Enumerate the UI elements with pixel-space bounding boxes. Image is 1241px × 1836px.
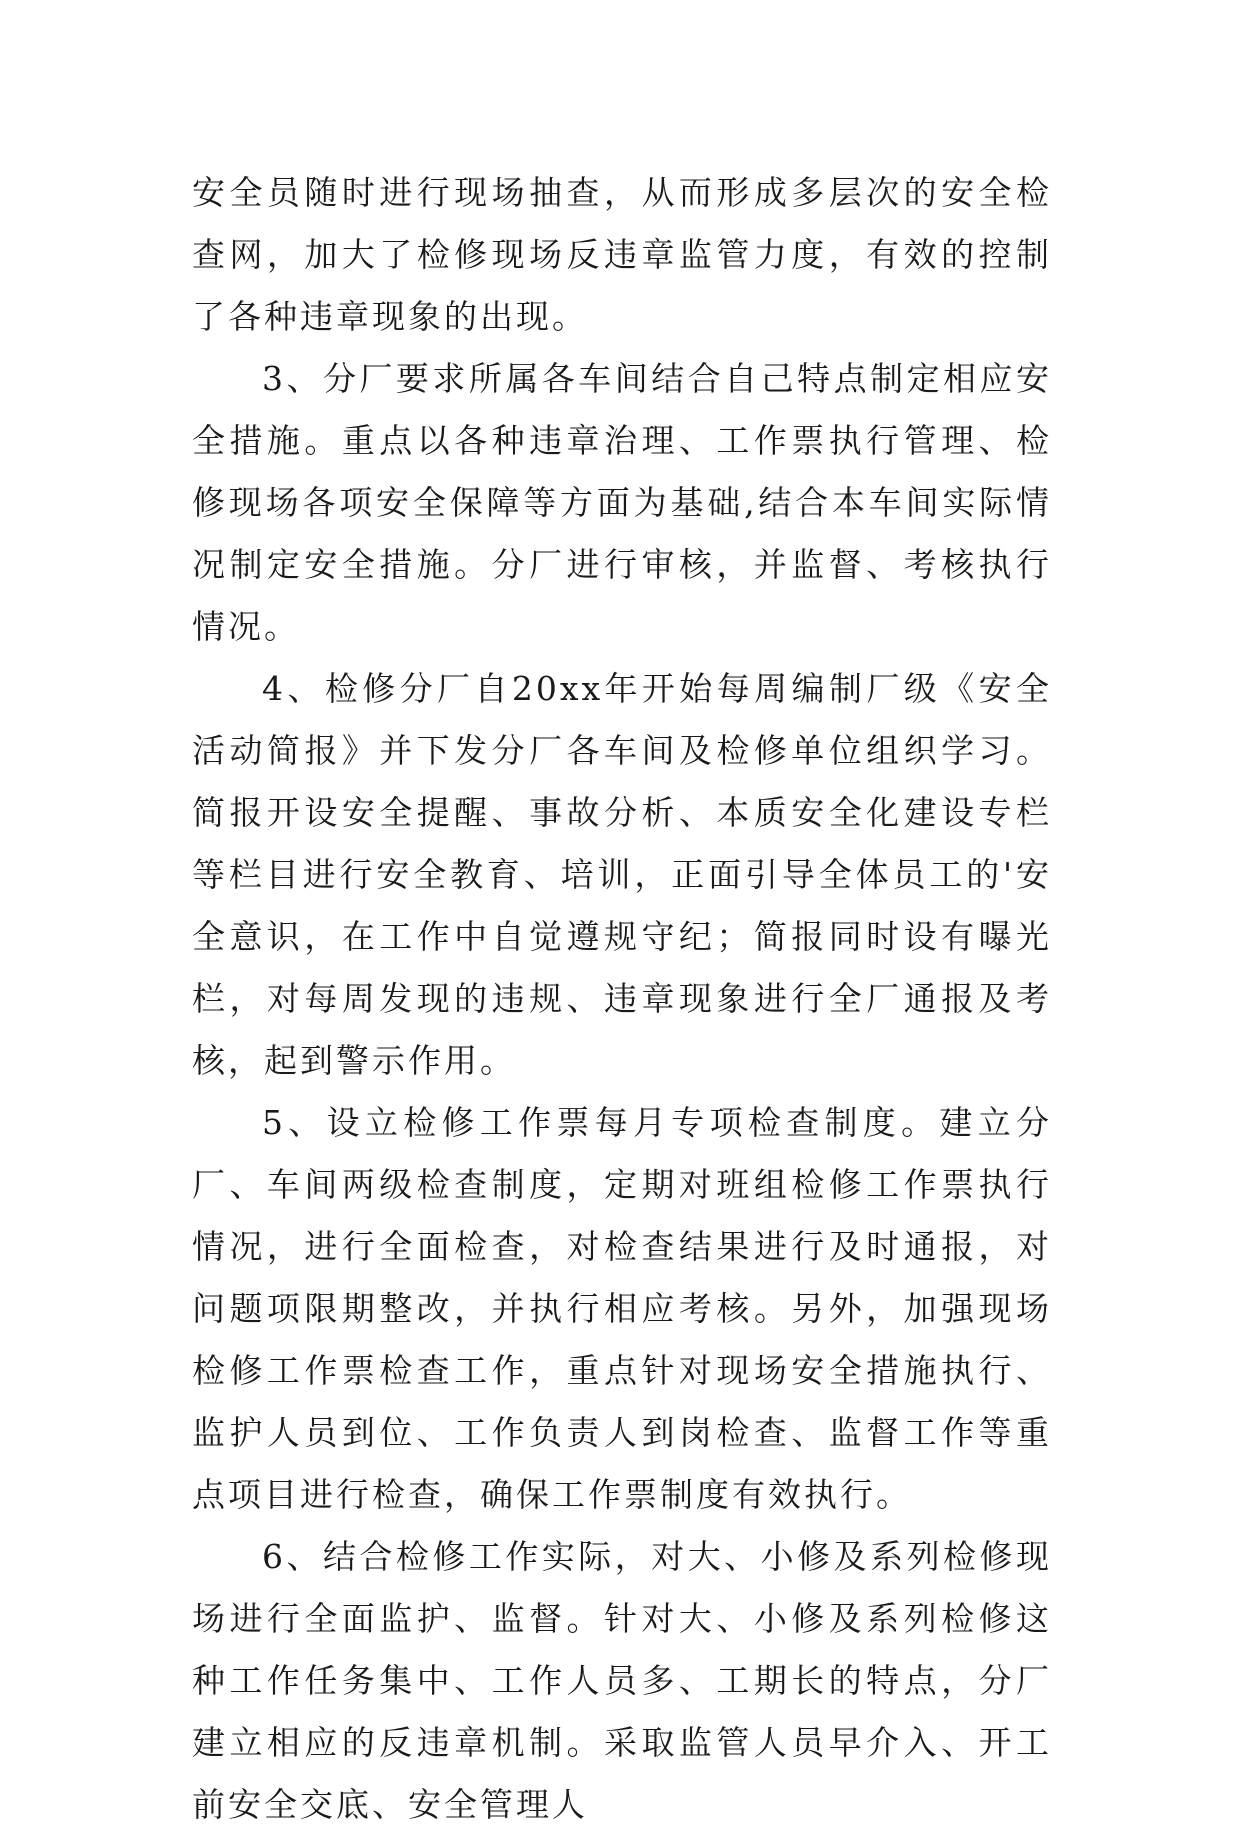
paragraph-item-4: 4、检修分厂自20xx年开始每周编制厂级《安全活动简报》并下发分厂各车间及检修单位组织学习。简报开设安全提醒、事故分析、本质安全化建设专栏等栏目进行安全教育、培训，正面引导全体员工的'安全意识，在工作中自觉遵规守纪；简报同时设有曝光栏，对每周发现的违规、违章现象进行全厂通报及考核，起到警示作用。 xyxy=(192,669,1052,1080)
paragraph-item-6: 6、结合检修工作实际，对大、小修及系列检修现场进行全面监护、监督。针对大、小修及系列检修这种工作任务集中、工作人员多、工期长的特点，分厂建立相应的反违章机制。采取监管人员早介入、开工前安全交底、安全管理人 xyxy=(192,1537,1052,1824)
paragraph-item-3: 3、分厂要求所属各车间结合自己特点制定相应安全措施。重点以各种违章治理、工作票执行管理、检修现场各项安全保障等方面为基础,结合本车间实际情况制定安全措施。分厂进行审核，并监督、考核执行情况。 xyxy=(192,359,1052,646)
paragraph-item-5: 5、设立检修工作票每月专项检查制度。建立分厂、车间两级检查制度，定期对班组检修工作票执行情况，进行全面检查，对检查结果进行及时通报，对问题项限期整改，并执行相应考核。另外，加强现场检修工作票检查工作，重点针对现场安全措施执行、监护人员到位、工作负责人到岗检查、监督工作等重点项目进行检查，确保工作票制度有效执行。 xyxy=(192,1103,1052,1514)
paragraph-continuation: 安全员随时进行现场抽查，从而形成多层次的安全检查网，加大了检修现场反违章监管力度，有效的控制了各种违章现象的出现。 xyxy=(192,173,1052,336)
document-body xyxy=(192,162,1052,1836)
